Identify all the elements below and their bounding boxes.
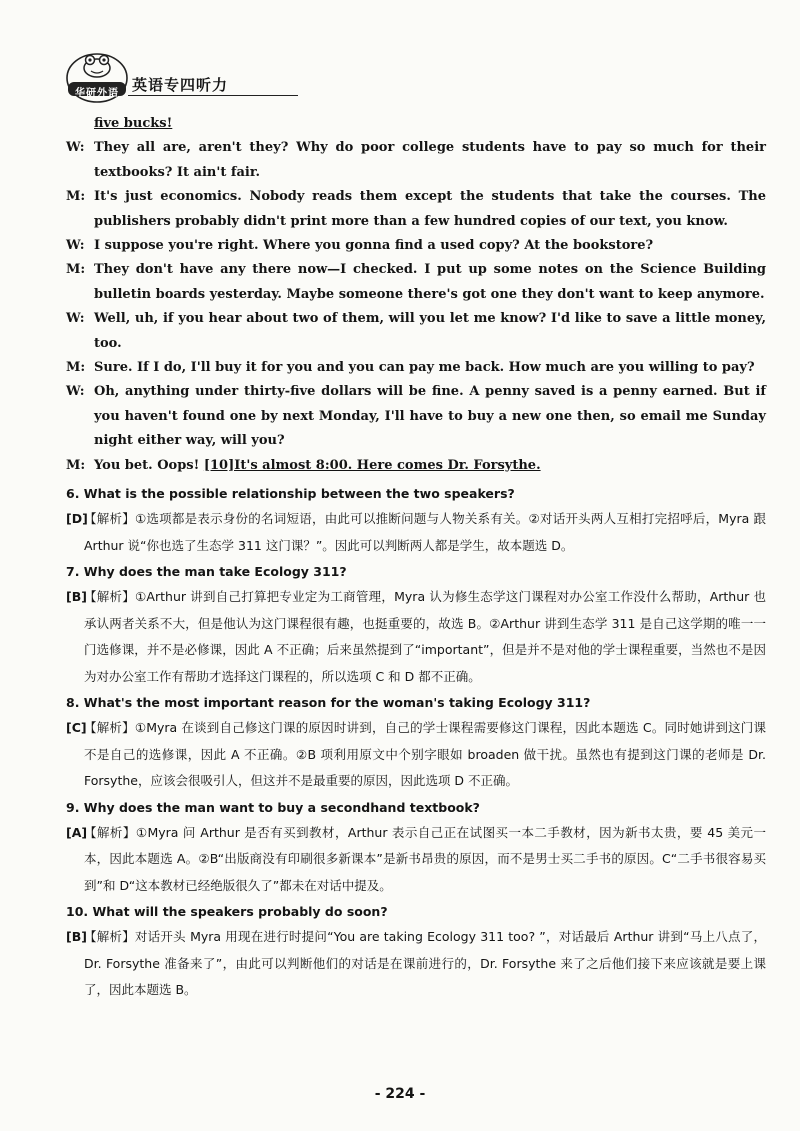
answer-letter: [B] (66, 929, 87, 945)
speaker-label: W: (66, 140, 85, 156)
answer-letter: [B] (66, 589, 87, 605)
speaker-label: M: (66, 360, 86, 376)
speaker-label: W: (66, 384, 85, 400)
dialogue-text: Oh, anything under thirty-five dollars will be fine. A penny saved is a penny earned. But if you haven't found one by next Monday, I'll have to buy a new one then, so email me Sunday night either way, will you? (94, 384, 766, 449)
answer-explanation: 【解析】①选项都是表示身份的名词短语，由此可以推断问题与人物关系有关。②对话开头两人互相打完招呼后，Myra 跟 Arthur 说“你也选了生态学 311 这门课？”。因此可以判断两人都是学生，故本题选 D。 (84, 511, 766, 553)
underlined-answer-cue: [10]It's almost 8:00. Here comes Dr. Forsythe. (203, 457, 541, 473)
header-title: 英语专四听力 (132, 76, 229, 94)
dialogue-line (66, 454, 766, 478)
answer-block (66, 584, 766, 690)
dialogue-line (66, 380, 766, 453)
question-8: 8. What's the most important reason for the woman's taking Ecology 311? (66, 695, 591, 711)
dialogue-text: It's just economics. Nobody reads them except the students that take the courses. The publishers probably didn't print more than a few hundred copies of our text, you know. (94, 189, 766, 229)
dialogue-text: They don't have any there now—I checked. I put up some notes on the Science Building bulletin boards yesterday. Maybe someone there's got one they don't want to keep anymore. (94, 262, 766, 302)
answer-block (66, 924, 766, 1004)
dialogue-line (66, 234, 766, 258)
speaker-label: M: (66, 262, 86, 278)
answer-explanation: 【解析】对话开头 Myra 用现在进行时提问“You are taking Ecology 311 too? ”，对话最后 Arthur 讲到“马上八点了，Dr. Forsythe 准备来了”，由此可以判断他们的对话是在课前进行的，Dr. Forsythe 来了之后他们接下来应该就是要上课了，因此本题选 B。 (84, 929, 766, 998)
dialogue-continuation: five bucks! (94, 116, 173, 131)
dialogue-line (66, 136, 766, 185)
answer-explanation: 【解析】①Myra 问 Arthur 是否有买到教材，Arthur 表示自己正在试图买一本二手教材，因为新书太贵，要 45 美元一本，因此本题选 A。②B“出版商没有印刷很多新课本”是新书昂贵的原因，而不是男士买二手书的原因。C“二手书很容易买到”和 D“这本教材已经绝版很久了”都未在对话中提及。 (84, 824, 766, 893)
dialogue-line (66, 307, 766, 356)
page-content (66, 112, 766, 1004)
answer-block (66, 820, 766, 900)
dialogue-line (66, 185, 766, 234)
dialogue-text: Well, uh, if you hear about two of them, will you let me know? I'd like to save a little money, too. (94, 311, 766, 351)
answer-letter: [D] (66, 511, 88, 527)
header-rule (128, 95, 298, 96)
question-7: 7. Why does the man take Ecology 311? (66, 564, 347, 580)
speaker-label: M: (66, 189, 86, 205)
dialogue-line (66, 258, 766, 307)
answer-letter: [C] (66, 720, 87, 736)
speaker-label: W: (66, 238, 85, 254)
question-9: 9. Why does the man want to buy a secondhand textbook? (66, 799, 480, 815)
answer-block (66, 506, 766, 559)
logo-text: 华研外语 (75, 88, 119, 99)
dialogue-text: I suppose you're right. Where you gonna find a used copy? At the bookstore? (94, 238, 654, 254)
page-header (64, 48, 364, 108)
dialogue-text: Sure. If I do, I'll buy it for you and you can pay me back. How much are you willing to pay? (94, 360, 755, 376)
question-10: 10. What will the speakers probably do soon? (66, 904, 388, 920)
answer-explanation: 【解析】①Myra 在谈到自己修这门课的原因时讲到，自己的学士课程需要修这门课程，因此本题选 C。同时她讲到这门课不是自己的选修课，因此 A 不正确。②B 项利用原文中个别字眼如 broaden 做干扰。虽然也有提到这门课的老师是 Dr. Forsythe，应该会很吸引人，但这并不是最重要的原因，因此选项 D 不正确。 (84, 720, 766, 789)
dialogue-line (66, 356, 766, 380)
dialogue-text (94, 454, 766, 478)
speaker-label: M: (66, 457, 86, 473)
speaker-label: W: (66, 311, 85, 327)
answer-explanation: 【解析】①Arthur 讲到自己打算把专业定为工商管理，Myra 认为修生态学这门课程对办公室工作没什么帮助，Arthur 也承认两者关系不大，但是他认为这门课程很有趣，也挺重要的，故选 B。②Arthur 讲到生态学 311 是自己这学期的唯一一门选修课，并不是必修课，因此 A 不正确；后来虽然提到了“important”，但是并不是对他的学士课程重要，当然也不是因为对办公室工作有帮助才选择这门课程的，所以选项 C 和 D 都不正确。 (84, 589, 766, 684)
question-6: 6. What is the possible relationship between the two speakers? (66, 486, 515, 502)
page-number: - 224 - (374, 1086, 426, 1102)
answer-block (66, 715, 766, 795)
dialogue-text-plain: You bet. Oops! (94, 457, 204, 473)
answer-letter: [A] (66, 824, 88, 840)
dialogue-text: They all are, aren't they? Why do poor college students have to pay so much for their textbooks? It ain't fair. (94, 140, 766, 180)
